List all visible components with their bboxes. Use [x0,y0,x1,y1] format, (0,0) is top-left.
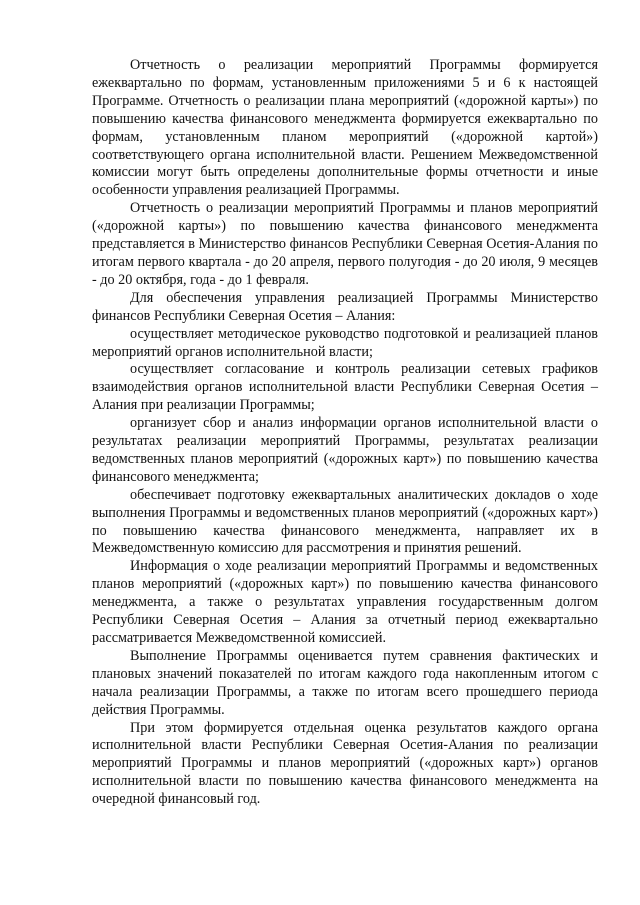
paragraph-program-evaluation: Выполнение Программы оценивается путем сравнения фактических и плановых значений показателей по итогам каждого года накопленным итогом с начала реализации Программы, а также по итогам всего прошедшего периода действия Программы. [92,647,598,718]
paragraph-network-schedules: осуществляет согласование и контроль реализации сетевых графиков взаимодействия органов исполнительной власти Республики Северная Осетия – Алания при реализации Программы; [92,361,598,414]
paragraph-reporting-forms: Отчетность о реализации мероприятий Программы формируется ежеквартально по формам, установленным приложениями 5 и 6 к настоящей Программе. Отчетность о реализации плана мероприятий («дорожной карты») по повышению качества финансового менеджмента формируется ежеквартально по формам, установленным планом мероприятий («дорожной картой») соответствующего органа исполнительной власти. Решением Межведомственной комиссии могут быть определены дополнительные формы отчетности и иные особенности управления реализацией Программы. [92,57,598,199]
paragraph-information-collection: организует сбор и анализ информации органов исполнительной власти о результатах реализации мероприятий Программы, результатах реализации ведомственных планов мероприятий («дорожных карт») по повышению качества финансового менеджмента; [92,415,598,485]
paragraph-commission-review: Информация о ходе реализации мероприятий Программы и ведомственных планов мероприятий («дорожных карт») по повышению качества финансового менеджмента, а также о результатах управления государственным долгом Республики Северная Осетия – Алания за отчетный период ежеквартально рассматривается Межведомственной комиссией. [92,558,598,646]
paragraph-reporting-deadlines: Отчетность о реализации мероприятий Программы и планов мероприятий («дорожной карты») по повышению качества финансового менеджмента представляется в Министерство финансов Республики Северная Осетия-Алания по итогам первого квартала - до 20 апреля, первого полугодия - до 20 июля, 9 месяцев - до 20 октября, года - до 1 февраля. [92,200,598,288]
paragraph-analytical-reports: обеспечивает подготовку ежеквартальных аналитических докладов о ходе выполнения Программы и ведомственных планов мероприятий («дорожных карт») по повышению качества финансового менеджмента, направляет их в Межведомственную комиссию для рассмотрения и принятия решений. [92,486,598,557]
paragraph-methodical-guidance: осуществляет методическое руководство подготовкой и реализацией планов мероприятий органов исполнительной власти; [92,325,598,360]
document-body [92,57,598,809]
paragraph-separate-assessment: При этом формируется отдельная оценка результатов каждого органа исполнительной власти Республики Северная Осетия-Алания по реализации мероприятий Программы и планов мероприятий («дорожных карт») органов исполнительной власти по повышению качества финансового менеджмента на очередной финансовый год. [92,719,598,808]
paragraph-ministry-management: Для обеспечения управления реализацией Программы Министерство финансов Республики Северная Осетия – Алания: [92,289,598,324]
